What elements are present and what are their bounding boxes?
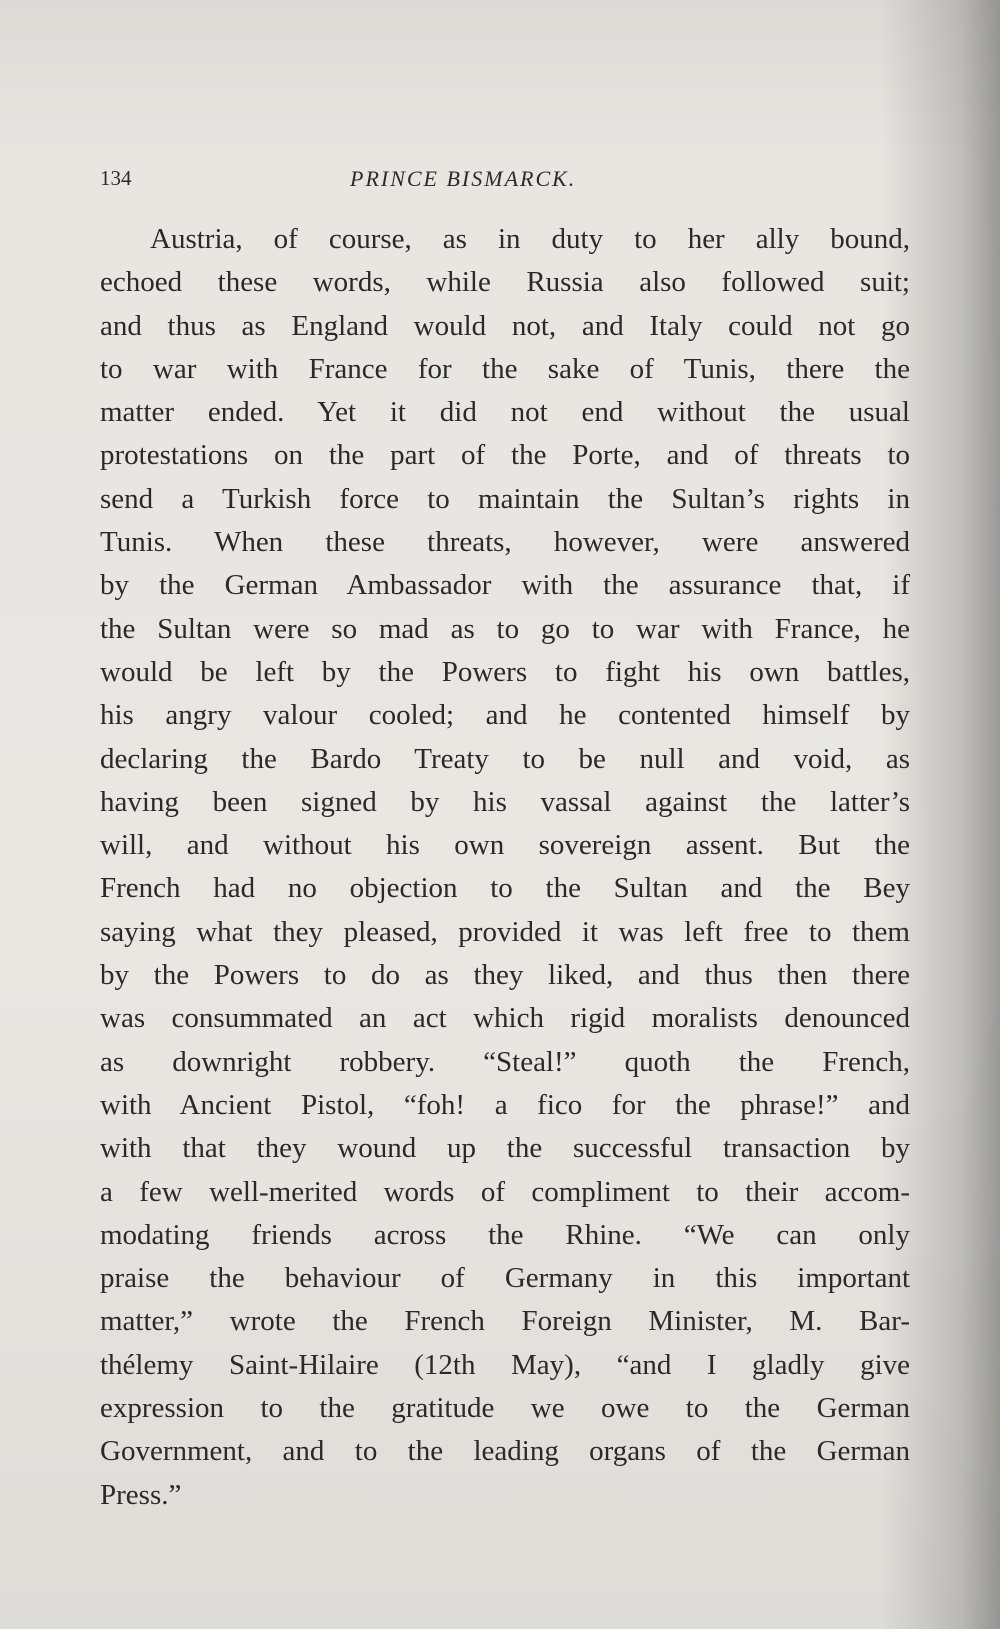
text-line: matter ended. Yet it did not end without the usual xyxy=(100,396,910,429)
text-line: saying what they pleased, provided it was left free to them xyxy=(100,915,910,948)
text-line: praise the behaviour of Germany in this important xyxy=(100,1262,910,1295)
text-line: as downright robbery. “Steal!” quoth the French, xyxy=(100,1045,910,1078)
text-line: expression to the gratitude we owe to the German xyxy=(100,1392,910,1425)
text-line: Tunis. When these threats, however, were answered xyxy=(100,526,910,559)
text-line: echoed these words, while Russia also followed suit; xyxy=(100,266,910,299)
body-paragraph xyxy=(100,218,910,1517)
text-line: Press.” xyxy=(100,1478,182,1511)
text-line: declaring the Bardo Treaty to be null and void, as xyxy=(100,742,910,775)
text-line: matter,” wrote the French Foreign Minister, M. Bar- xyxy=(100,1305,910,1338)
text-line: Government, and to the leading organs of the German xyxy=(100,1435,910,1468)
text-line: send a Turkish force to maintain the Sultan’s rights in xyxy=(100,482,910,515)
text-line: with that they wound up the successful transaction by xyxy=(100,1132,910,1165)
text-line: by the German Ambassador with the assurance that, if xyxy=(100,569,910,602)
text-line: will, and without his own sovereign assent. But the xyxy=(100,829,910,862)
text-line: to war with France for the sake of Tunis, there the xyxy=(100,352,910,385)
text-line: and thus as England would not, and Italy could not go xyxy=(100,309,910,342)
page-number: 134 xyxy=(100,166,132,190)
text-line: modating friends across the Rhine. “We can only xyxy=(100,1218,910,1251)
text-line: Austria, of course, as in duty to her ally bound, xyxy=(150,223,910,255)
text-line: would be left by the Powers to fight his own battles, xyxy=(100,655,910,688)
text-line: his angry valour cooled; and he contented himself by xyxy=(100,699,910,732)
text-line: was consummated an act which rigid moralists denounced xyxy=(100,1002,910,1035)
text-line: a few well-merited words of compliment to their accom- xyxy=(100,1175,910,1208)
text-line: French had no objection to the Sultan and the Bey xyxy=(100,872,910,905)
text-line: by the Powers to do as they liked, and thus then there xyxy=(100,959,910,992)
text-line: the Sultan were so mad as to go to war with France, he xyxy=(100,612,910,645)
text-line: with Ancient Pistol, “foh! a fico for the phrase!” and xyxy=(100,1088,910,1121)
text-line: protestations on the part of the Porte, and of threats to xyxy=(100,439,910,472)
running-title: PRINCE BISMARCK. xyxy=(350,166,577,191)
text-line: having been signed by his vassal against the latter’s xyxy=(100,785,910,818)
running-head xyxy=(100,166,910,196)
text-line: thélemy Saint-Hilaire (12th May), “and I gladly give xyxy=(100,1348,910,1381)
